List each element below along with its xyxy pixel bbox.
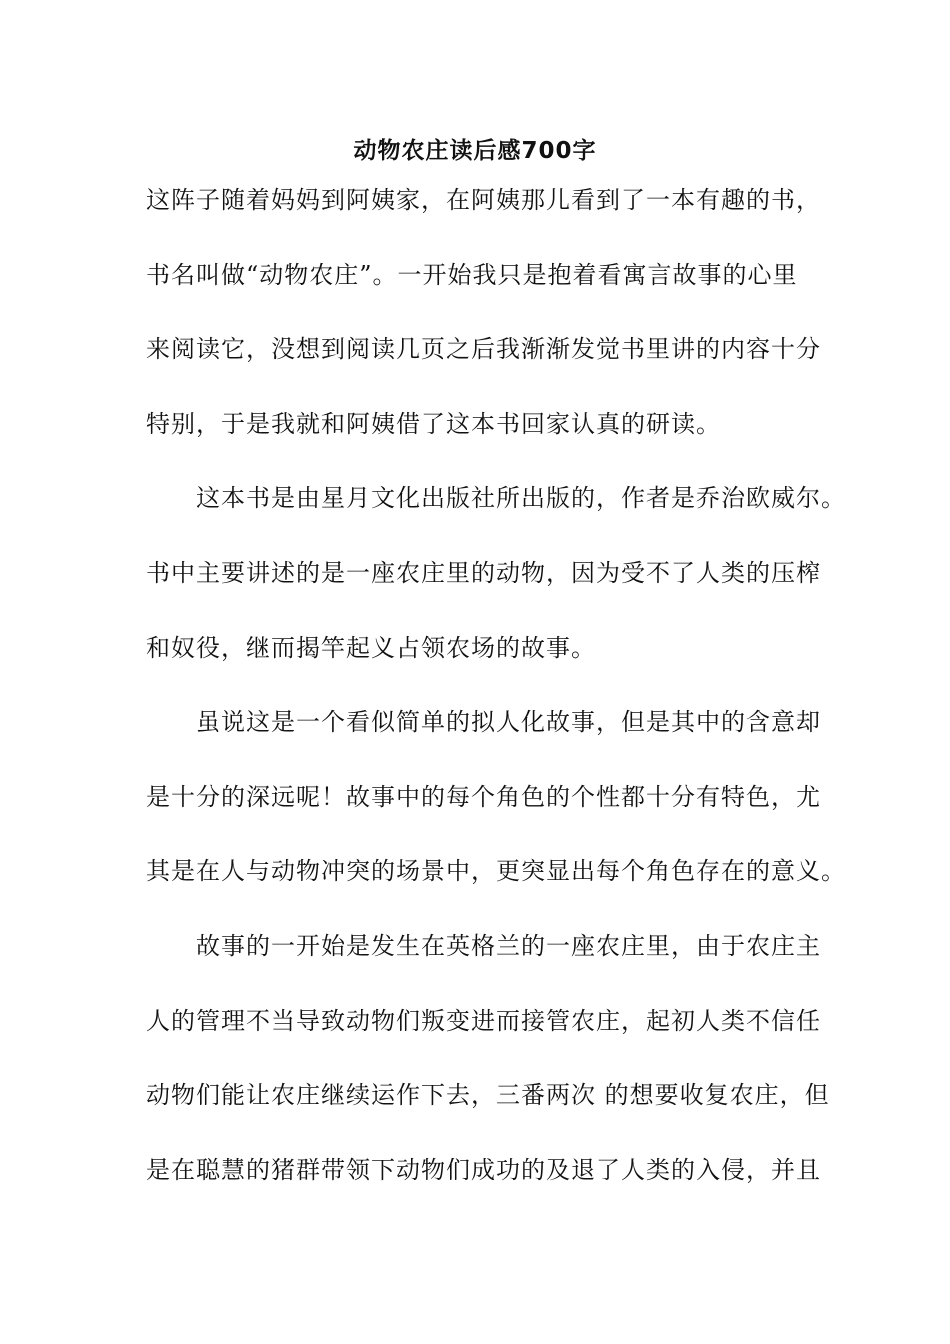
text-line-6: 书中主要讲述的是一座农庄里的动物，因为受不了人类的压榨 bbox=[146, 559, 821, 587]
text-line-1: 这阵子随着妈妈到阿姨家，在阿姨那儿看到了一本有趣的书， bbox=[146, 186, 821, 214]
text-line-14: 是在聪慧的猪群带领下动物们成功的及退了人类的入侵，并且 bbox=[146, 1156, 821, 1184]
text-line-10: 其是在人与动物冲突的场景中，更突显出每个角色存在的意义。 bbox=[146, 857, 846, 885]
text-line-12: 人的管理不当导致动物们叛变进而接管农庄，起初人类不信任 bbox=[146, 1007, 821, 1035]
text-line-4: 特别，于是我就和阿姨借了这本书回家认真的研读。 bbox=[146, 410, 721, 438]
text-line-9: 是十分的深远呢！故事中的每个角色的个性都十分有特色，尤 bbox=[146, 783, 821, 811]
text-line-13: 动物们能让农庄继续运作下去，三番两次 的想要收复农庄，但 bbox=[146, 1081, 830, 1109]
text-line-3: 来阅读它，没想到阅读几页之后我渐渐发觉书里讲的内容十分 bbox=[146, 335, 821, 363]
text-line-8: 虽说这是一个看似简单的拟人化故事，但是其中的含意却 bbox=[146, 708, 821, 736]
text-line-5: 这本书是由星月文化出版社所出版的，作者是乔治欧威尔。 bbox=[146, 484, 846, 512]
text-line-7: 和奴役，继而揭竿起义占领农场的故事。 bbox=[146, 634, 596, 662]
document-title: 动物农庄读后感700字 bbox=[353, 138, 597, 164]
text-line-11: 故事的一开始是发生在英格兰的一座农庄里，由于农庄主 bbox=[146, 932, 821, 960]
text-line-2: 书名叫做“动物农庄”。一开始我只是抱着看寓言故事的心里 bbox=[146, 261, 798, 289]
